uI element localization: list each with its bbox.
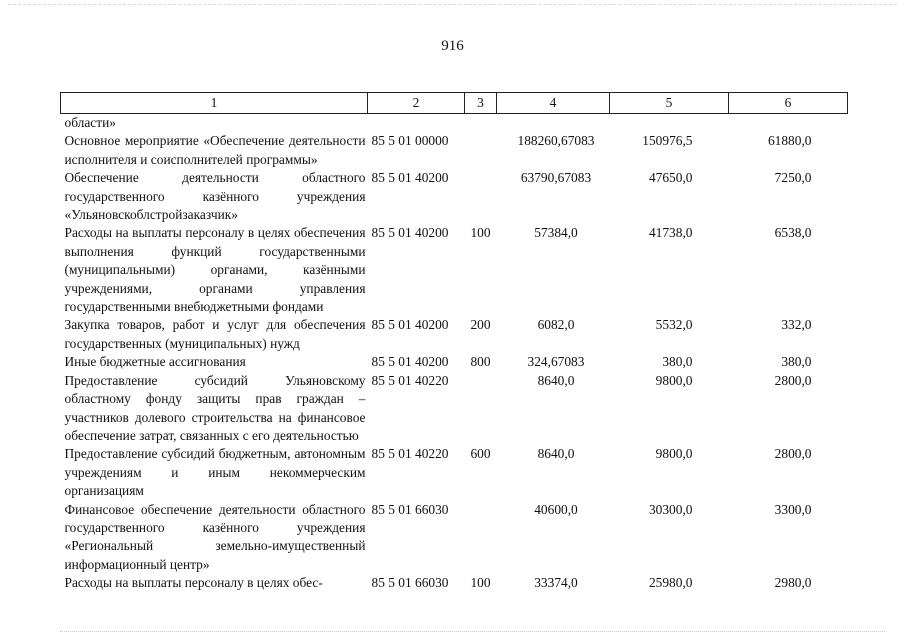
row-name-cell: Закупка товаров, работ и услуг для обеспечения государственных (муниципальных) нужд	[64, 317, 366, 351]
row-code-cell: 85 5 01 40200	[371, 317, 449, 333]
row-value-col5-cell: 380,0	[662, 354, 693, 370]
table-row	[61, 132, 848, 169]
row-expense-type-cell: 200	[470, 317, 491, 333]
table-row	[61, 114, 848, 133]
row-value-col5-cell: 150976,5	[642, 133, 693, 149]
row-expense-type-cell	[465, 114, 497, 133]
row-value-col5-cell: 5532,0	[655, 317, 693, 333]
row-code-cell: 85 5 01 40220	[371, 446, 449, 462]
row-value-col6-cell: 380,0	[781, 354, 812, 370]
table-row	[61, 501, 848, 575]
row-value-col4-cell: 188260,67083	[517, 133, 595, 149]
scan-bottom-edge	[60, 631, 885, 632]
table-row	[61, 445, 848, 500]
row-value-col6-cell: 2980,0	[774, 575, 812, 591]
row-expense-type-cell: 600	[470, 446, 491, 462]
row-name-cell: Предоставление субсидий бюджетным, автономным учреждениям и иным некоммерческим организациям	[64, 446, 366, 499]
row-value-col6-cell: 6538,0	[774, 225, 812, 241]
row-name-cell: Обеспечение деятельности областного государственного казённого учреждения «Ульяновскоблстройзаказчик»	[64, 170, 366, 223]
column-header: 6	[729, 93, 848, 114]
row-value-col6-cell: 332,0	[781, 317, 812, 333]
column-header: 5	[610, 93, 729, 114]
row-name-cell: Финансовое обеспечение деятельности областного государственного казённого учреждения «Региональный земельно-имущественный информационный центр»	[64, 501, 366, 572]
row-value-col6-cell: 7250,0	[774, 170, 812, 186]
row-code-cell: 85 5 01 00000	[371, 133, 449, 149]
row-expense-type-cell	[465, 132, 497, 169]
row-value-col4-cell	[497, 114, 610, 133]
table-row	[61, 224, 848, 316]
row-value-col4-cell: 8640,0	[537, 446, 575, 462]
row-value-col6-cell: 3300,0	[774, 501, 812, 517]
column-header: 1	[61, 93, 368, 114]
row-value-col6-cell	[729, 114, 848, 133]
row-name-cell: области»	[64, 115, 116, 130]
row-name-cell: Предоставление субсидий Ульяновскому областному фонду защиты прав граждан – участников долевого строительства на финансовое обеспечение затрат, связанных с его деятельностью	[64, 372, 366, 443]
row-value-col6-cell: 2800,0	[774, 372, 812, 388]
row-code-cell: 85 5 01 66030	[371, 501, 449, 517]
table-row	[61, 169, 848, 224]
row-code-cell: 85 5 01 40200	[371, 354, 449, 370]
row-code-cell: 85 5 01 40220	[371, 372, 449, 388]
row-expense-type-cell: 100	[470, 575, 491, 591]
row-expense-type-cell	[465, 501, 497, 575]
table-row	[61, 353, 848, 371]
row-expense-type-cell: 100	[470, 225, 491, 241]
table-row	[61, 574, 848, 592]
row-value-col5-cell: 25980,0	[648, 575, 693, 591]
row-name-cell: Расходы на выплаты персоналу в целях обеспечения выполнения функций государственными (муниципальными) органами, казёнными учреждениями, органами управления государственными внебюджетными фондами	[64, 225, 366, 315]
row-code-cell: 85 5 01 40200	[371, 170, 449, 186]
scan-top-rule	[8, 4, 897, 5]
table-body	[61, 114, 848, 593]
row-value-col4-cell: 324,67083	[527, 354, 585, 370]
row-value-col4-cell: 63790,67083	[520, 170, 592, 186]
table-row	[61, 372, 848, 446]
row-value-col4-cell: 57384,0	[534, 225, 578, 241]
row-code-cell: 85 5 01 40200	[371, 225, 449, 241]
row-expense-type-cell	[465, 372, 497, 446]
row-value-col4-cell: 6082,0	[537, 317, 575, 333]
row-value-col6-cell: 2800,0	[774, 446, 812, 462]
row-value-col5-cell: 9800,0	[655, 372, 693, 388]
column-header: 3	[465, 93, 497, 114]
row-expense-type-cell	[465, 169, 497, 224]
row-name-cell: Иные бюджетные ассигнования	[64, 354, 246, 370]
row-expense-type-cell: 800	[470, 354, 491, 370]
row-value-col5-cell: 41738,0	[648, 225, 693, 241]
budget-table	[60, 92, 848, 593]
row-value-col4-cell: 33374,0	[534, 575, 578, 591]
row-value-col5-cell: 30300,0	[648, 501, 693, 517]
row-name-cell: Расходы на выплаты персоналу в целях обес-	[64, 575, 323, 591]
row-name-cell: Основное мероприятие «Обеспечение деятельности исполнителя и соисполнителей программы»	[64, 133, 366, 167]
column-header: 2	[368, 93, 465, 114]
column-header: 4	[497, 93, 610, 114]
row-code-cell	[368, 114, 465, 133]
page-number: 916	[441, 38, 464, 54]
row-value-col5-cell: 47650,0	[648, 170, 693, 186]
table-row	[61, 316, 848, 353]
row-code-cell: 85 5 01 66030	[371, 575, 449, 591]
row-value-col5-cell	[610, 114, 729, 133]
row-value-col6-cell: 61880,0	[767, 133, 812, 149]
row-value-col4-cell: 8640,0	[537, 372, 575, 388]
row-value-col4-cell: 40600,0	[534, 501, 578, 517]
row-value-col5-cell: 9800,0	[655, 446, 693, 462]
table-header	[61, 93, 848, 114]
